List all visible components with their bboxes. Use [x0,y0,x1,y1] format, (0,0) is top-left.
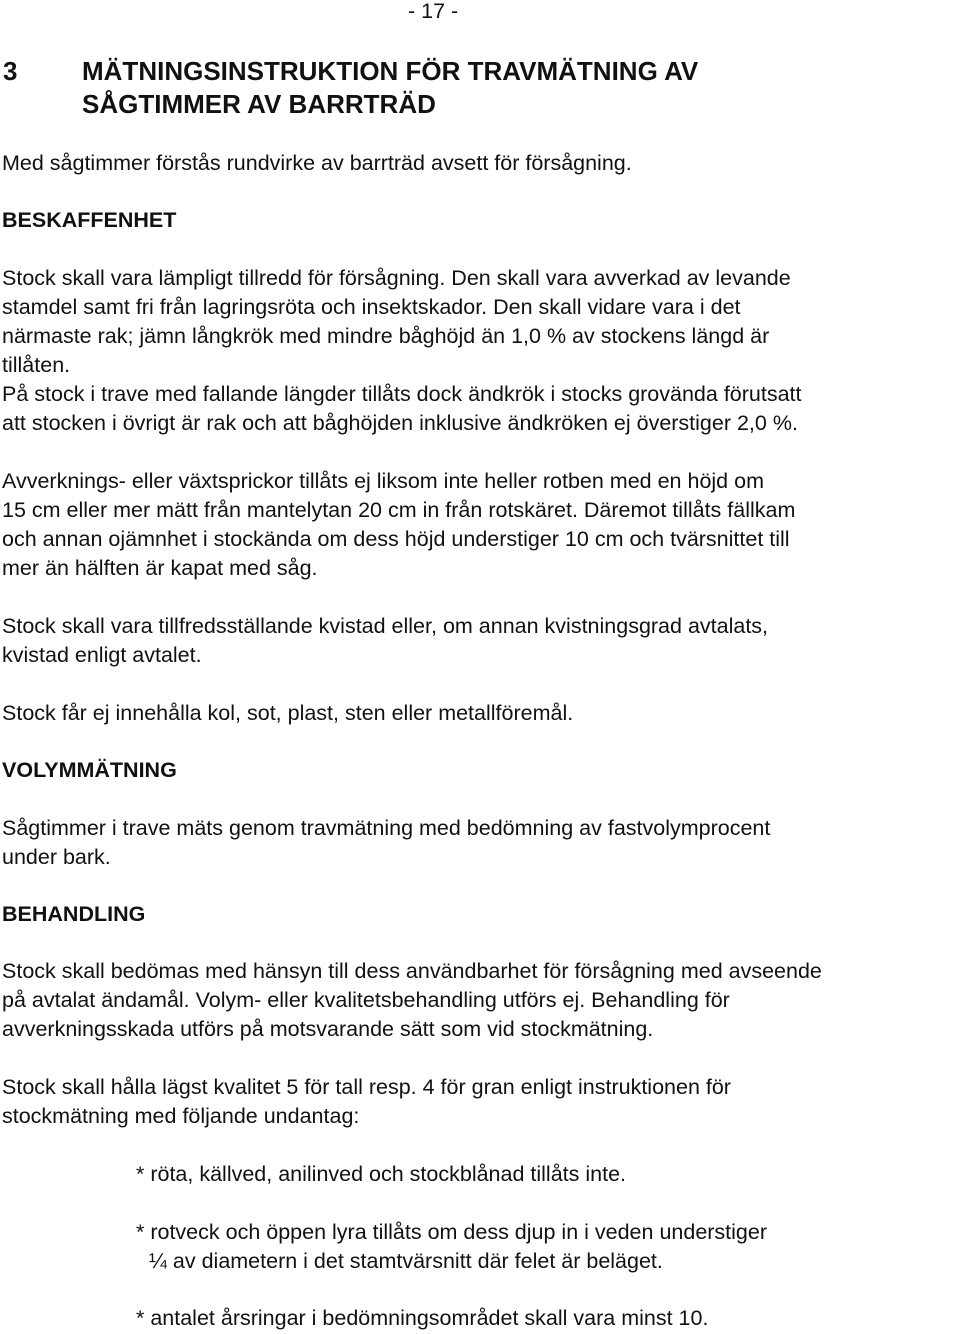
subheading-volymmatning: VOLYMMÄTNING [2,758,177,782]
text-line: stockmätning med följande undantag: [2,1104,360,1128]
paragraph-tillredning [2,264,960,380]
text-line: närmaste rak; jämn långkrök med mindre båghöjd än 1,0 % av stockens längd är [2,324,770,348]
text-line: under bark. [2,845,111,869]
paragraph-volymmatning [2,814,960,872]
text-line: avverkningsskada utförs på motsvarande sätt som vid stockmätning. [2,1017,654,1041]
text-line: och annan ojämnhet i stockända om dess höjd understiger 10 cm och tvärsnittet till [2,527,790,551]
section-title [82,55,902,121]
paragraph-behandling [2,957,960,1044]
section-title-line: MÄTNINGSINSTRUKTION FÖR TRAVMÄTNING AV [82,56,699,86]
text-line: 15 cm eller mer mätt från mantelytan 20 cm in från rotskäret. Däremot tillåts fällkam [2,498,796,522]
page-number: - 17 - [408,0,459,23]
text-line: Stock skall vara lämpligt tillredd för försågning. Den skall vara avverkad av levande [2,266,791,290]
text-line: Avverknings- eller växtsprickor tillåts ej liksom inte heller rotben med en höjd om [2,469,764,493]
exception-item [136,1160,936,1189]
text-line: Stock skall hålla lägst kvalitet 5 för tall resp. 4 för gran enligt instruktionen för [2,1075,731,1099]
exception-item [136,1218,936,1276]
exception-item [136,1304,936,1333]
section-number: 3 [3,56,18,86]
text-line: på avtalat ändamål. Volym- eller kvalitetsbehandling utförs ej. Behandling för [2,988,730,1012]
subheading-behandling: BEHANDLING [2,902,146,926]
exception-text: * rotveck och öppen lyra tillåts om dess djup in i veden understiger [136,1220,768,1244]
text-line: tillåten. [2,353,71,377]
text-line: Sågtimmer i trave mäts genom travmätning med bedömning av fastvolymprocent [2,816,771,840]
intro-paragraph: Med sågtimmer förstås rundvirke av barrträd avsett för försågning. [2,151,632,175]
subheading-beskaffenhet: BESKAFFENHET [2,208,177,232]
text-line: Stock skall vara tillfredsställande kvistad eller, om annan kvistningsgrad avtalats, [2,614,769,638]
text-line: stamdel samt fri från lagringsröta och insektskador. Den skall vidare vara i det [2,295,741,319]
exception-text: * antalet årsringar i bedömningsområdet skall vara minst 10. [136,1306,709,1330]
section-title-line: SÅGTIMMER AV BARRTRÄD [82,89,436,119]
exception-text-continuation: ¼ av diametern i det stamtvärsnitt där felet är beläget. [149,1249,663,1273]
paragraph-sprickor [2,467,960,583]
paragraph-fororeningar: Stock får ej innehålla kol, sot, plast, sten eller metallföremål. [2,701,574,725]
text-line: mer än hälften är kapat med såg. [2,556,318,580]
text-line: att stocken i övrigt är rak och att båghöjden inklusive ändkröken ej överstiger 2,0 %. [2,411,798,435]
exception-text: * röta, källved, anilinved och stockblånad tillåts inte. [136,1162,626,1186]
paragraph-kvistning [2,612,960,670]
text-line: På stock i trave med fallande längder tillåts dock ändkrök i stocks grovända förutsatt [2,382,802,406]
text-line: kvistad enligt avtalet. [2,643,202,667]
paragraph-andkrok [2,380,960,438]
paragraph-kvalitet [2,1073,960,1131]
text-line: Stock skall bedömas med hänsyn till dess användbarhet för försågning med avseende [2,959,822,983]
